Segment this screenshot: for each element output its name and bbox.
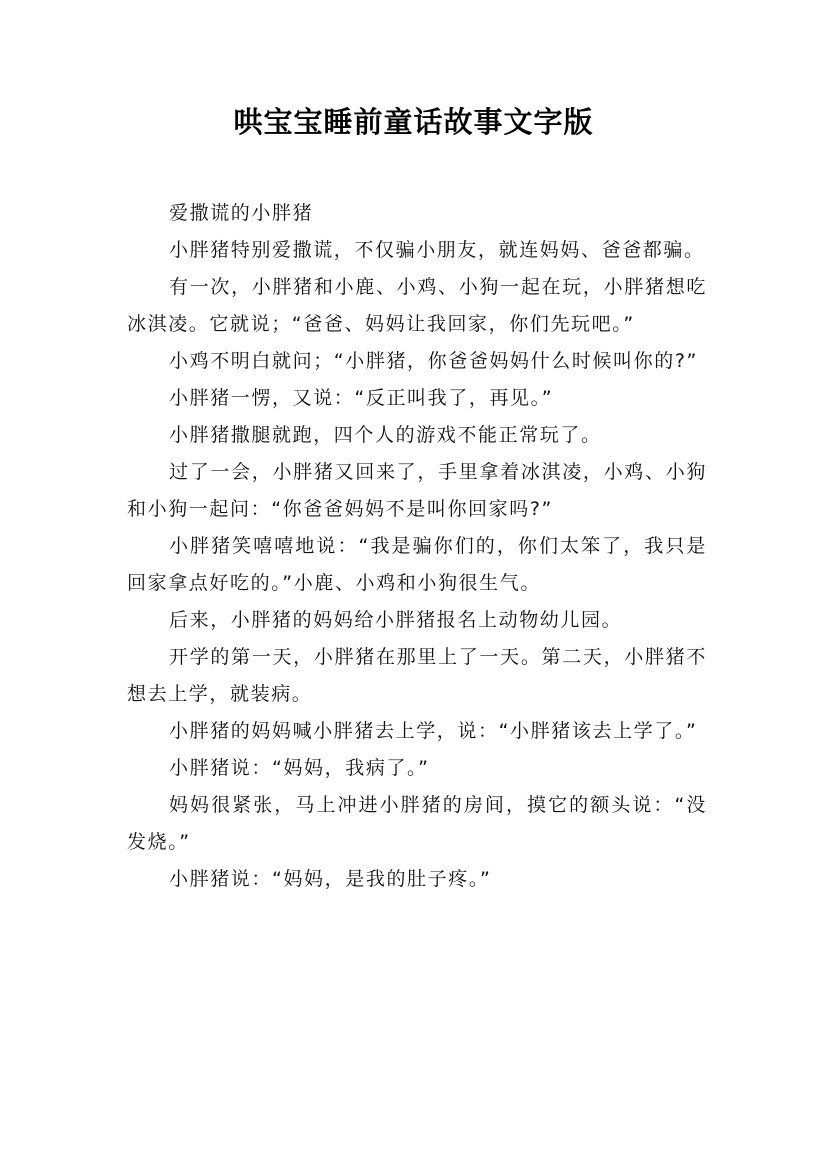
paragraph: 小胖猪说：“妈妈，我病了。” xyxy=(169,757,430,779)
document-body xyxy=(127,195,707,898)
document-title: 哄宝宝睡前童话故事文字版 xyxy=(233,105,594,139)
paragraph: 妈妈很紧张，马上冲进小胖猪的房间，摸它的额头说：“没发烧。” xyxy=(127,794,707,853)
paragraph: 小胖猪的妈妈喊小胖猪去上学，说：“小胖猪该去上学了。” xyxy=(169,720,698,742)
paragraph: 过了一会，小胖猪又回来了，手里拿着冰淇凌，小鸡、小狗和小狗一起问：“你爸爸妈妈不是叫你回家吗?” xyxy=(127,461,707,520)
paragraph: 小胖猪一愣，又说：“反正叫我了，再见。” xyxy=(169,387,554,409)
paragraph: 小胖猪撒腿就跑，四个人的游戏不能正常玩了。 xyxy=(169,424,602,446)
paragraph: 小胖猪说：“妈妈，是我的肚子疼。” xyxy=(169,868,492,890)
paragraph: 小鸡不明白就问；“小胖猪，你爸爸妈妈什么时候叫你的?” xyxy=(169,350,698,372)
paragraph: 有一次，小胖猪和小鹿、小鸡、小狗一起在玩，小胖猪想吃冰淇凌。它就说；“爸爸、妈妈让我回家，你们先玩吧。” xyxy=(127,276,707,335)
paragraph: 后来，小胖猪的妈妈给小胖猪报名上动物幼儿园。 xyxy=(169,609,623,631)
story-heading: 爱撒谎的小胖猪 xyxy=(169,202,314,224)
paragraph: 小胖猪笑嘻嘻地说：“我是骗你们的，你们太笨了，我只是回家拿点好吃的。”小鹿、小鸡和小狗很生气。 xyxy=(127,535,707,594)
paragraph: 开学的第一天，小胖猪在那里上了一天。第二天，小胖猪不想去上学，就装病。 xyxy=(127,646,707,705)
paragraph: 小胖猪特别爱撒谎，不仅骗小朋友，就连妈妈、爸爸都骗。 xyxy=(169,239,705,261)
